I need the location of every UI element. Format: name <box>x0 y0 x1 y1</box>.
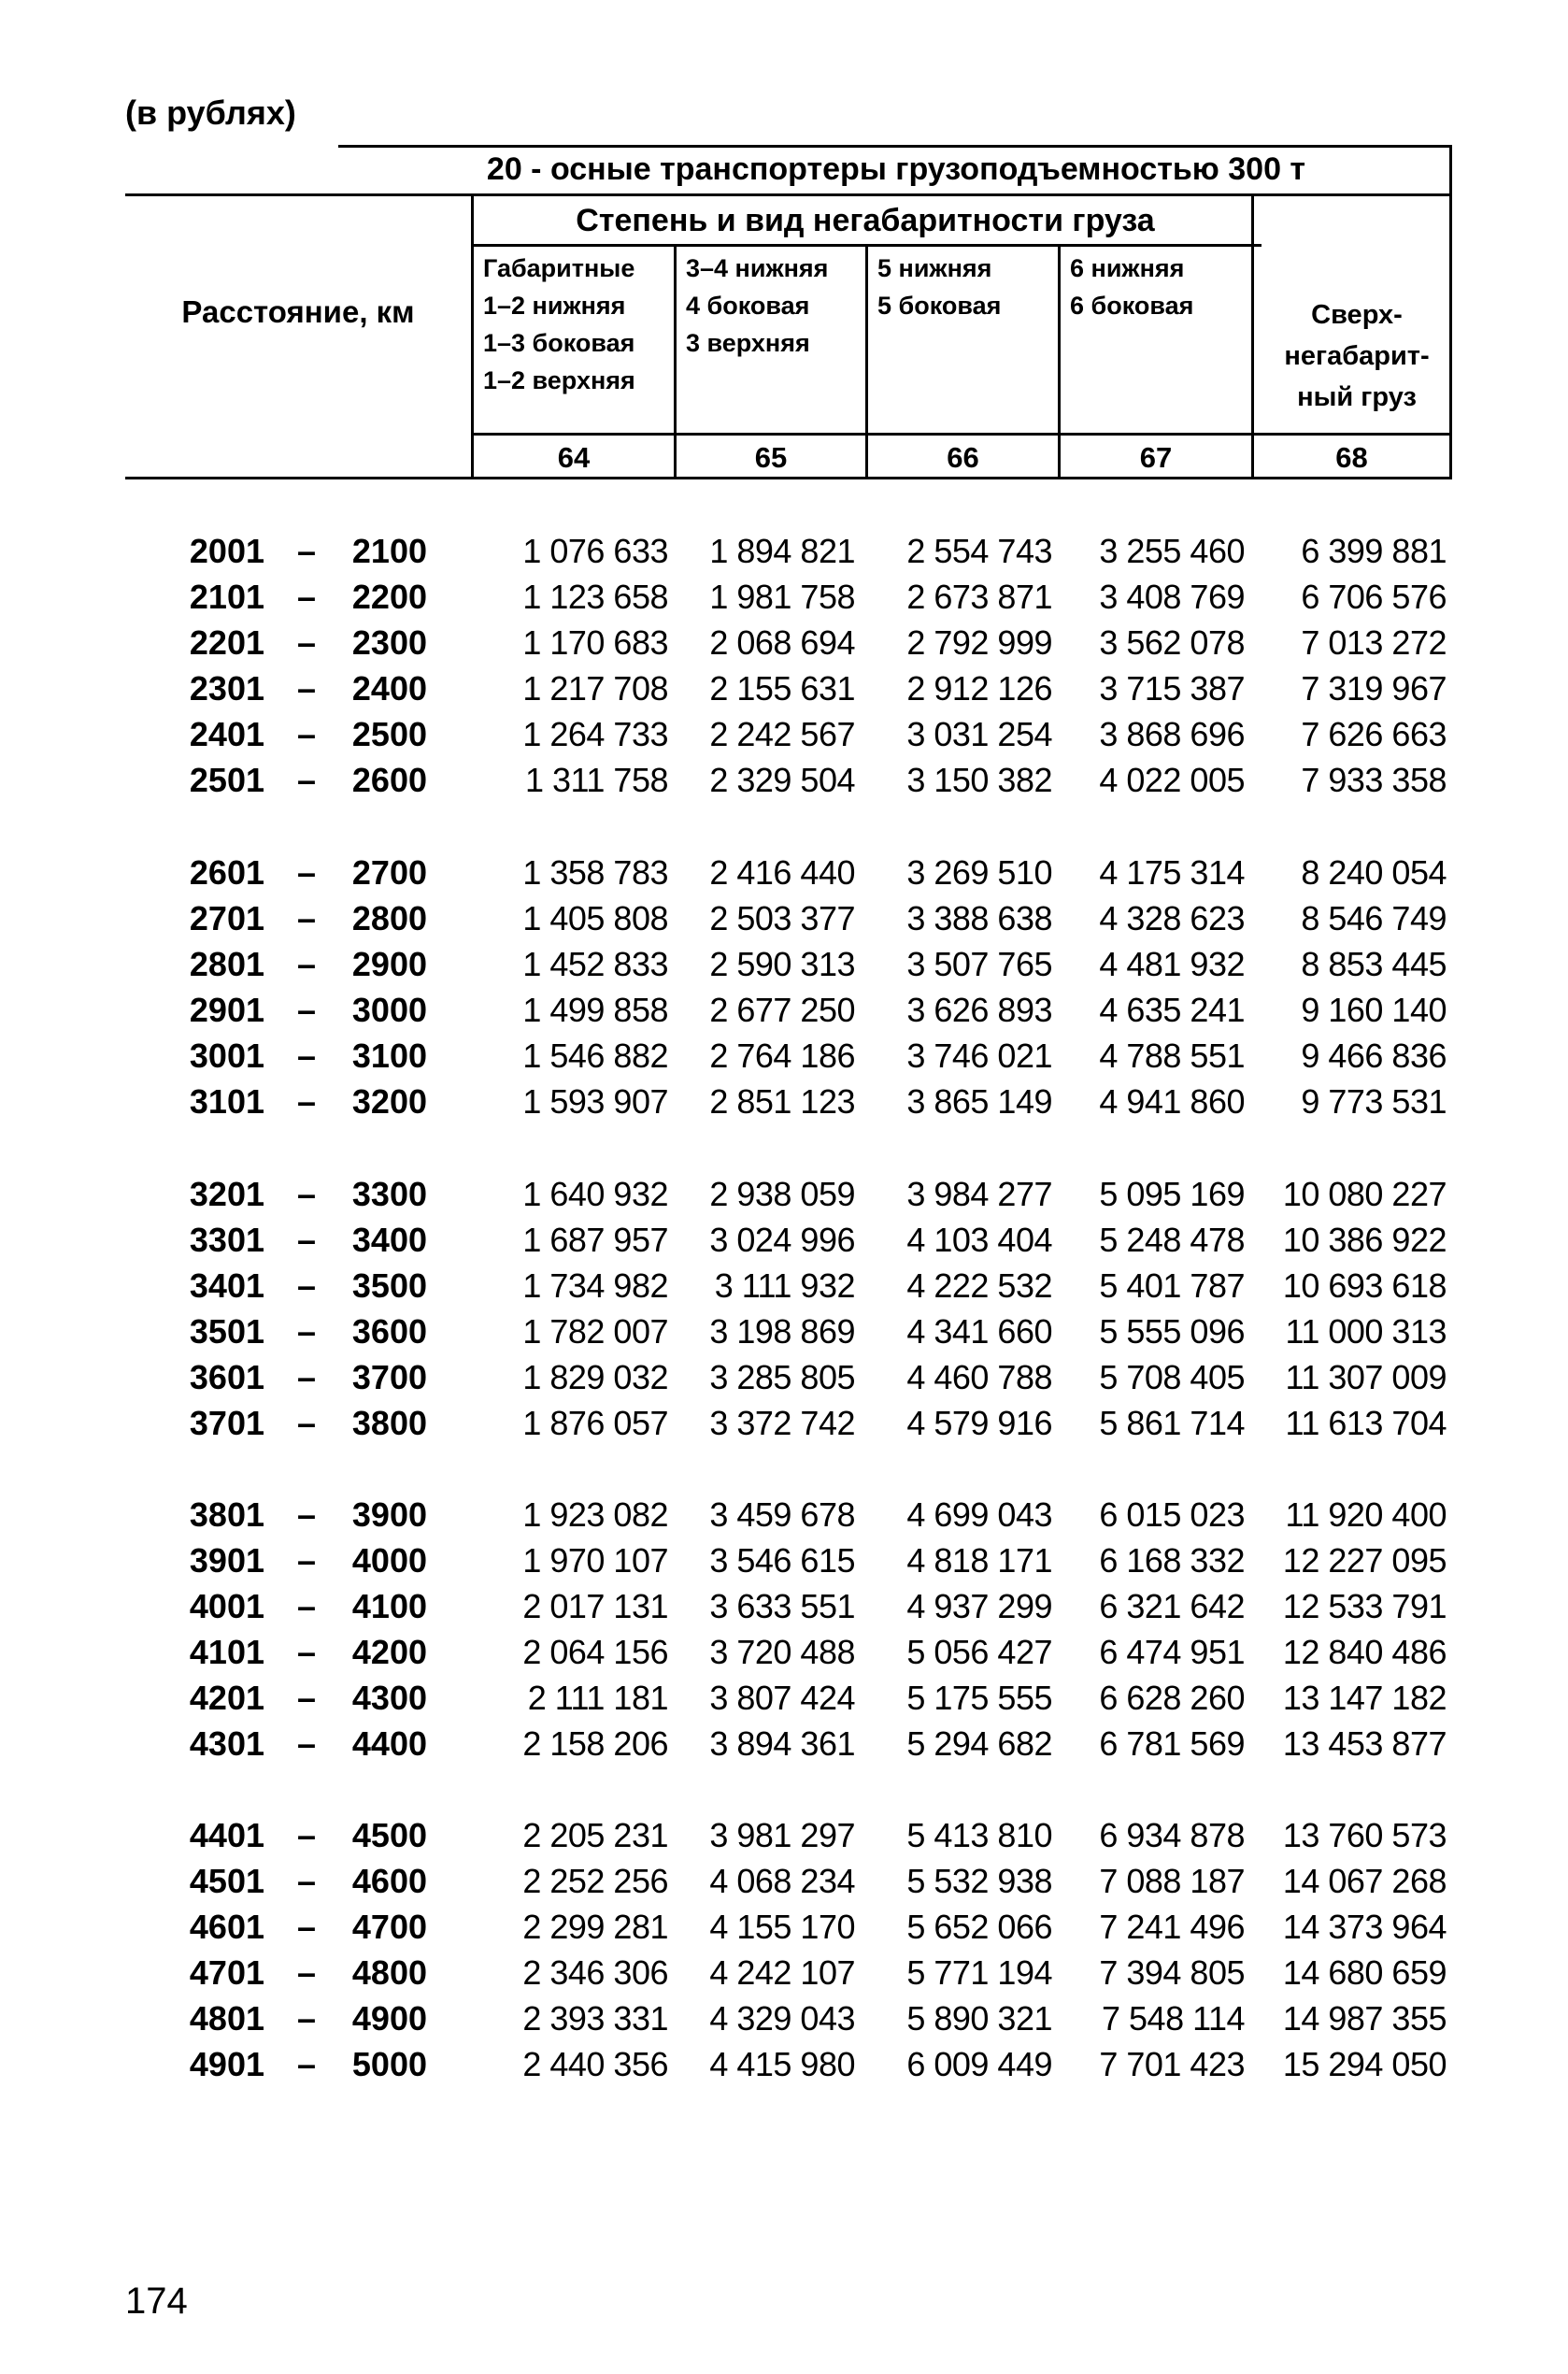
price-cell: 9 160 140 <box>1301 991 1447 1029</box>
price-cell: 3 024 996 <box>709 1221 855 1259</box>
price-cell: 11 000 313 <box>1285 1312 1447 1351</box>
distance-from: 4101 <box>189 1633 264 1671</box>
price-cell: 3 507 765 <box>906 945 1052 983</box>
table-row <box>0 987 1568 1033</box>
price-cell: 4 242 107 <box>709 1953 855 1992</box>
price-cell: 3 408 769 <box>1099 578 1245 616</box>
range-dash: – <box>296 1679 317 1717</box>
table-row <box>0 850 1568 895</box>
distance-to: 3800 <box>351 1404 427 1442</box>
distance-to: 5000 <box>351 2045 427 2083</box>
price-cell: 4 103 404 <box>906 1221 1052 1259</box>
col-66-number: 66 <box>947 441 979 474</box>
table-row <box>0 1904 1568 1950</box>
price-cell: 2 416 440 <box>709 853 855 892</box>
price-cell: 3 546 615 <box>709 1541 855 1580</box>
distance-to: 2300 <box>351 623 427 662</box>
price-cell: 4 788 551 <box>1099 1037 1245 1075</box>
distance-from: 3301 <box>189 1221 264 1259</box>
price-cell: 2 590 313 <box>709 945 855 983</box>
distance-from: 4501 <box>189 1862 264 1900</box>
price-cell: 2 155 631 <box>709 669 855 708</box>
distance-from: 4201 <box>189 1679 264 1717</box>
distance-from: 3501 <box>189 1312 264 1351</box>
price-cell: 14 373 964 <box>1282 1908 1447 1946</box>
col-67-number: 67 <box>1139 441 1173 474</box>
price-cell: 4 068 234 <box>709 1862 855 1900</box>
price-cell: 1 546 882 <box>522 1037 668 1075</box>
distance-from: 2501 <box>189 761 264 799</box>
price-cell: 2 111 181 <box>527 1679 668 1717</box>
range-dash: – <box>296 1358 317 1396</box>
distance-to: 3200 <box>351 1082 427 1121</box>
table-row <box>0 574 1568 620</box>
price-cell: 1 876 057 <box>522 1404 668 1442</box>
price-cell: 2 851 123 <box>709 1082 855 1121</box>
distance-to: 4300 <box>351 1679 427 1717</box>
table-row <box>0 1263 1568 1309</box>
price-cell: 1 358 783 <box>522 853 668 892</box>
distance-from: 3601 <box>189 1358 264 1396</box>
price-cell: 4 579 916 <box>906 1404 1052 1442</box>
distance-to: 3400 <box>351 1221 427 1259</box>
distance-to: 3700 <box>351 1358 427 1396</box>
price-cell: 7 088 187 <box>1099 1862 1245 1900</box>
range-dash: – <box>296 715 317 753</box>
price-cell: 2 503 377 <box>709 899 855 937</box>
price-cell: 1 782 007 <box>522 1312 668 1351</box>
range-dash: – <box>296 1724 317 1763</box>
table-row <box>0 895 1568 941</box>
price-cell: 11 613 704 <box>1285 1404 1447 1442</box>
price-cell: 4 222 532 <box>906 1266 1052 1305</box>
range-dash: – <box>296 1495 317 1534</box>
distance-to: 3900 <box>351 1495 427 1534</box>
distance-from: 4001 <box>189 1587 264 1625</box>
col-65-header: 3–4 нижняя 4 боковая 3 верхняя <box>686 254 829 357</box>
price-cell: 1 405 808 <box>522 899 668 937</box>
range-dash: – <box>296 1404 317 1442</box>
col-67-header: 6 нижняя 6 боковая <box>1070 254 1194 320</box>
price-cell: 1 076 633 <box>522 532 668 570</box>
distance-to: 4900 <box>351 1999 427 2038</box>
price-cell: 10 693 618 <box>1282 1266 1447 1305</box>
price-cell: 3 868 696 <box>1099 715 1245 753</box>
price-cell: 8 546 749 <box>1301 899 1447 937</box>
range-dash: – <box>296 761 317 799</box>
price-cell: 1 981 758 <box>709 578 855 616</box>
page-number: 174 <box>125 2281 188 2322</box>
table-row <box>0 1629 1568 1675</box>
distance-to: 2400 <box>351 669 427 708</box>
price-cell: 5 413 810 <box>906 1816 1052 1854</box>
price-cell: 7 013 272 <box>1301 623 1447 662</box>
price-cell: 3 626 893 <box>906 991 1052 1029</box>
distance-to: 2500 <box>351 715 427 753</box>
distance-to: 3500 <box>351 1266 427 1305</box>
price-cell: 2 393 331 <box>522 1999 668 2038</box>
table-row <box>0 1033 1568 1079</box>
price-cell: 5 861 714 <box>1099 1404 1245 1442</box>
table-row <box>0 1309 1568 1354</box>
price-cell: 2 554 743 <box>906 532 1052 570</box>
col-64-header: Габаритные 1–2 нижняя 1–3 боковая 1–2 верхняя <box>483 254 635 394</box>
price-cell: 1 894 821 <box>709 532 855 570</box>
price-cell: 2 064 156 <box>522 1633 668 1671</box>
price-cell: 3 720 488 <box>709 1633 855 1671</box>
price-cell: 3 894 361 <box>709 1724 855 1763</box>
distance-to: 4500 <box>351 1816 427 1854</box>
table-row <box>0 711 1568 757</box>
distance-to: 4400 <box>351 1724 427 1763</box>
price-cell: 5 095 169 <box>1099 1175 1245 1213</box>
price-cell: 1 593 907 <box>522 1082 668 1121</box>
price-cell: 13 760 573 <box>1282 1816 1447 1854</box>
price-cell: 1 217 708 <box>522 669 668 708</box>
range-dash: – <box>296 623 317 662</box>
price-cell: 1 170 683 <box>522 623 668 662</box>
unit-note: (в рублях) <box>125 93 296 132</box>
table-row <box>0 1354 1568 1400</box>
price-cell: 5 708 405 <box>1099 1358 1245 1396</box>
distance-to: 4700 <box>351 1908 427 1946</box>
price-cell: 4 699 043 <box>906 1495 1052 1534</box>
price-cell: 4 328 623 <box>1099 899 1245 937</box>
price-cell: 3 633 551 <box>709 1587 855 1625</box>
price-cell: 4 937 299 <box>906 1587 1052 1625</box>
distance-from: 3001 <box>189 1037 264 1075</box>
price-cell: 2 242 567 <box>709 715 855 753</box>
price-cell: 2 440 356 <box>522 2045 668 2083</box>
range-dash: – <box>296 899 317 937</box>
table-row <box>0 1400 1568 1446</box>
price-cell: 13 453 877 <box>1282 1724 1447 1763</box>
price-cell: 6 934 878 <box>1099 1816 1245 1854</box>
table-row <box>0 757 1568 803</box>
price-cell: 6 168 332 <box>1099 1541 1245 1580</box>
distance-from: 2101 <box>189 578 264 616</box>
col-65-number: 65 <box>754 441 788 474</box>
distance-from: 3801 <box>189 1495 264 1534</box>
price-cell: 2 299 281 <box>522 1908 668 1946</box>
price-cell: 2 764 186 <box>709 1037 855 1075</box>
price-cell: 7 548 114 <box>1102 1999 1245 2038</box>
distance-to: 3600 <box>351 1312 427 1351</box>
distance-to: 4100 <box>351 1587 427 1625</box>
table-row <box>0 2041 1568 2087</box>
price-cell: 4 341 660 <box>906 1312 1052 1351</box>
price-cell: 14 680 659 <box>1282 1953 1447 1992</box>
range-dash: – <box>296 1587 317 1625</box>
distance-to: 4200 <box>351 1633 427 1671</box>
range-dash: – <box>296 1221 317 1259</box>
price-cell: 4 415 980 <box>709 2045 855 2083</box>
distance-from: 2801 <box>189 945 264 983</box>
distance-from: 4801 <box>189 1999 264 2038</box>
price-cell: 6 706 576 <box>1301 578 1447 616</box>
price-cell: 7 626 663 <box>1301 715 1447 753</box>
distance-from: 2001 <box>189 532 264 570</box>
range-dash: – <box>296 1908 317 1946</box>
price-cell: 2 938 059 <box>709 1175 855 1213</box>
distance-to: 4800 <box>351 1953 427 1992</box>
table-title: 20 - осные транспортеры грузоподъемностью 300 т <box>486 150 1306 187</box>
price-cell: 2 792 999 <box>906 623 1052 662</box>
range-dash: – <box>296 1862 317 1900</box>
price-cell: 14 067 268 <box>1282 1862 1447 1900</box>
price-cell: 2 673 871 <box>906 578 1052 616</box>
distance-from: 2301 <box>189 669 264 708</box>
distance-from: 4701 <box>189 1953 264 1992</box>
range-dash: – <box>296 1082 317 1121</box>
range-dash: – <box>296 1816 317 1854</box>
distance-column-header: Расстояние, км <box>181 294 415 329</box>
price-cell: 6 399 881 <box>1301 532 1447 570</box>
price-cell: 6 321 642 <box>1099 1587 1245 1625</box>
table-row <box>0 1492 1568 1537</box>
price-cell: 3 150 382 <box>906 761 1052 799</box>
price-cell: 5 248 478 <box>1099 1221 1245 1259</box>
distance-to: 2200 <box>351 578 427 616</box>
distance-from: 4601 <box>189 1908 264 1946</box>
range-dash: – <box>296 1312 317 1351</box>
range-dash: – <box>296 945 317 983</box>
price-cell: 10 080 227 <box>1282 1175 1447 1213</box>
distance-to: 4600 <box>351 1862 427 1900</box>
price-cell: 4 941 860 <box>1099 1082 1245 1121</box>
price-cell: 4 329 043 <box>709 1999 855 2038</box>
price-cell: 2 329 504 <box>709 761 855 799</box>
price-cell: 2 017 131 <box>522 1587 668 1625</box>
range-dash: – <box>296 578 317 616</box>
table-row <box>0 1079 1568 1124</box>
price-cell: 7 319 967 <box>1301 669 1447 708</box>
col-64-number: 64 <box>557 441 591 474</box>
price-cell: 3 984 277 <box>906 1175 1052 1213</box>
table-row <box>0 1995 1568 2041</box>
distance-from: 2401 <box>189 715 264 753</box>
price-cell: 1 734 982 <box>522 1266 668 1305</box>
price-cell: 1 499 858 <box>522 991 668 1029</box>
price-cell: 3 111 932 <box>714 1266 855 1305</box>
price-cell: 4 155 170 <box>709 1908 855 1946</box>
price-cell: 3 746 021 <box>906 1037 1052 1075</box>
subheader-label: Степень и вид негабаритности груза <box>576 202 1155 238</box>
table-row <box>0 1171 1568 1217</box>
price-cell: 5 652 066 <box>906 1908 1052 1946</box>
range-dash: – <box>296 1266 317 1305</box>
price-cell: 10 386 922 <box>1282 1221 1447 1259</box>
price-cell: 2 346 306 <box>522 1953 668 1992</box>
range-dash: – <box>296 669 317 708</box>
price-cell: 4 175 314 <box>1099 853 1245 892</box>
table-row <box>0 941 1568 987</box>
range-dash: – <box>296 1175 317 1213</box>
range-dash: – <box>296 1541 317 1580</box>
range-dash: – <box>296 1037 317 1075</box>
price-cell: 4 460 788 <box>906 1358 1052 1396</box>
table-row <box>0 1721 1568 1766</box>
price-cell: 7 241 496 <box>1099 1908 1245 1946</box>
distance-from: 3701 <box>189 1404 264 1442</box>
table-row <box>0 1675 1568 1721</box>
distance-to: 3000 <box>351 991 427 1029</box>
distance-from: 4401 <box>189 1816 264 1854</box>
col-68-number: 68 <box>1335 441 1368 474</box>
range-dash: – <box>296 1999 317 2038</box>
price-cell: 3 562 078 <box>1099 623 1245 662</box>
price-cell: 2 158 206 <box>522 1724 668 1763</box>
price-cell: 4 481 932 <box>1099 945 1245 983</box>
price-cell: 6 628 260 <box>1099 1679 1245 1717</box>
distance-from: 3101 <box>189 1082 264 1121</box>
price-cell: 2 912 126 <box>906 669 1052 708</box>
price-cell: 14 987 355 <box>1282 1999 1447 2038</box>
price-cell: 1 311 758 <box>525 761 668 799</box>
table-row <box>0 1583 1568 1629</box>
price-cell: 3 031 254 <box>906 715 1052 753</box>
price-cell: 1 264 733 <box>522 715 668 753</box>
distance-to: 3100 <box>351 1037 427 1075</box>
price-cell: 7 933 358 <box>1301 761 1447 799</box>
distance-from: 2701 <box>189 899 264 937</box>
price-cell: 1 687 957 <box>522 1221 668 1259</box>
distance-from: 2601 <box>189 853 264 892</box>
range-dash: – <box>296 532 317 570</box>
distance-to: 2600 <box>351 761 427 799</box>
range-dash: – <box>296 1953 317 1992</box>
table-row <box>0 665 1568 711</box>
price-cell: 3 981 297 <box>709 1816 855 1854</box>
distance-to: 2800 <box>351 899 427 937</box>
price-cell: 3 255 460 <box>1099 532 1245 570</box>
distance-to: 2100 <box>351 532 427 570</box>
table-header <box>125 145 1452 479</box>
price-cell: 11 920 400 <box>1285 1495 1447 1534</box>
distance-from: 4901 <box>189 2045 264 2083</box>
price-cell: 1 923 082 <box>522 1495 668 1534</box>
table-row <box>0 528 1568 574</box>
price-cell: 3 865 149 <box>906 1082 1052 1121</box>
price-cell: 1 829 032 <box>522 1358 668 1396</box>
range-dash: – <box>296 991 317 1029</box>
distance-from: 2901 <box>189 991 264 1029</box>
distance-to: 3300 <box>351 1175 427 1213</box>
table-row <box>0 1217 1568 1263</box>
table-row <box>0 1812 1568 1858</box>
range-dash: – <box>296 853 317 892</box>
col-68-header: Сверх- негабарит- ный груз <box>1284 300 1430 412</box>
distance-to: 2700 <box>351 853 427 892</box>
price-cell: 2 252 256 <box>522 1862 668 1900</box>
distance-from: 3401 <box>189 1266 264 1305</box>
price-cell: 3 807 424 <box>709 1679 855 1717</box>
table-row <box>0 1858 1568 1904</box>
range-dash: – <box>296 1633 317 1671</box>
price-cell: 1 452 833 <box>522 945 668 983</box>
rule-numbers-top <box>471 433 1452 436</box>
distance-from: 3201 <box>189 1175 264 1213</box>
distance-from: 4301 <box>189 1724 264 1763</box>
price-cell: 3 388 638 <box>906 899 1052 937</box>
table-row <box>0 1950 1568 1995</box>
price-cell: 2 677 250 <box>709 991 855 1029</box>
price-cell: 12 227 095 <box>1282 1541 1447 1580</box>
range-dash: – <box>296 2045 317 2083</box>
price-cell: 3 285 805 <box>709 1358 855 1396</box>
price-cell: 12 533 791 <box>1282 1587 1447 1625</box>
price-cell: 13 147 182 <box>1282 1679 1447 1717</box>
price-cell: 3 459 678 <box>709 1495 855 1534</box>
price-cell: 7 394 805 <box>1099 1953 1245 1992</box>
price-cell: 2 205 231 <box>522 1816 668 1854</box>
price-cell: 5 175 555 <box>906 1679 1052 1717</box>
price-cell: 9 773 531 <box>1301 1082 1447 1121</box>
distance-from: 3901 <box>189 1541 264 1580</box>
price-cell: 3 372 742 <box>709 1404 855 1442</box>
table-row <box>0 1537 1568 1583</box>
price-cell: 12 840 486 <box>1282 1633 1447 1671</box>
price-cell: 6 781 569 <box>1099 1724 1245 1763</box>
price-cell: 2 068 694 <box>709 623 855 662</box>
price-cell: 4 635 241 <box>1099 991 1245 1029</box>
price-cell: 8 853 445 <box>1301 945 1447 983</box>
price-cell: 5 056 427 <box>906 1633 1052 1671</box>
price-cell: 5 771 194 <box>906 1953 1052 1992</box>
price-cell: 3 715 387 <box>1099 669 1245 708</box>
price-cell: 7 701 423 <box>1099 2045 1245 2083</box>
price-cell: 6 009 449 <box>906 2045 1052 2083</box>
col-66-header: 5 нижняя 5 боковая <box>877 254 1002 320</box>
price-cell: 3 269 510 <box>906 853 1052 892</box>
price-cell: 6 474 951 <box>1099 1633 1245 1671</box>
distance-from: 2201 <box>189 623 264 662</box>
table-row <box>0 620 1568 665</box>
price-cell: 5 294 682 <box>906 1724 1052 1763</box>
price-cell: 11 307 009 <box>1285 1358 1447 1396</box>
price-cell: 5 401 787 <box>1099 1266 1245 1305</box>
price-cell: 15 294 050 <box>1282 2045 1447 2083</box>
price-cell: 9 466 836 <box>1301 1037 1447 1075</box>
price-cell: 1 970 107 <box>522 1541 668 1580</box>
price-cell: 6 015 023 <box>1099 1495 1245 1534</box>
distance-to: 2900 <box>351 945 427 983</box>
price-cell: 5 555 096 <box>1099 1312 1245 1351</box>
price-cell: 3 198 869 <box>709 1312 855 1351</box>
price-cell: 1 640 932 <box>522 1175 668 1213</box>
price-cell: 1 123 658 <box>522 578 668 616</box>
distance-to: 4000 <box>351 1541 427 1580</box>
price-cell: 4 022 005 <box>1099 761 1245 799</box>
price-cell: 4 818 171 <box>906 1541 1052 1580</box>
price-cell: 5 890 321 <box>906 1999 1052 2038</box>
price-cell: 8 240 054 <box>1301 853 1447 892</box>
price-cell: 5 532 938 <box>906 1862 1052 1900</box>
